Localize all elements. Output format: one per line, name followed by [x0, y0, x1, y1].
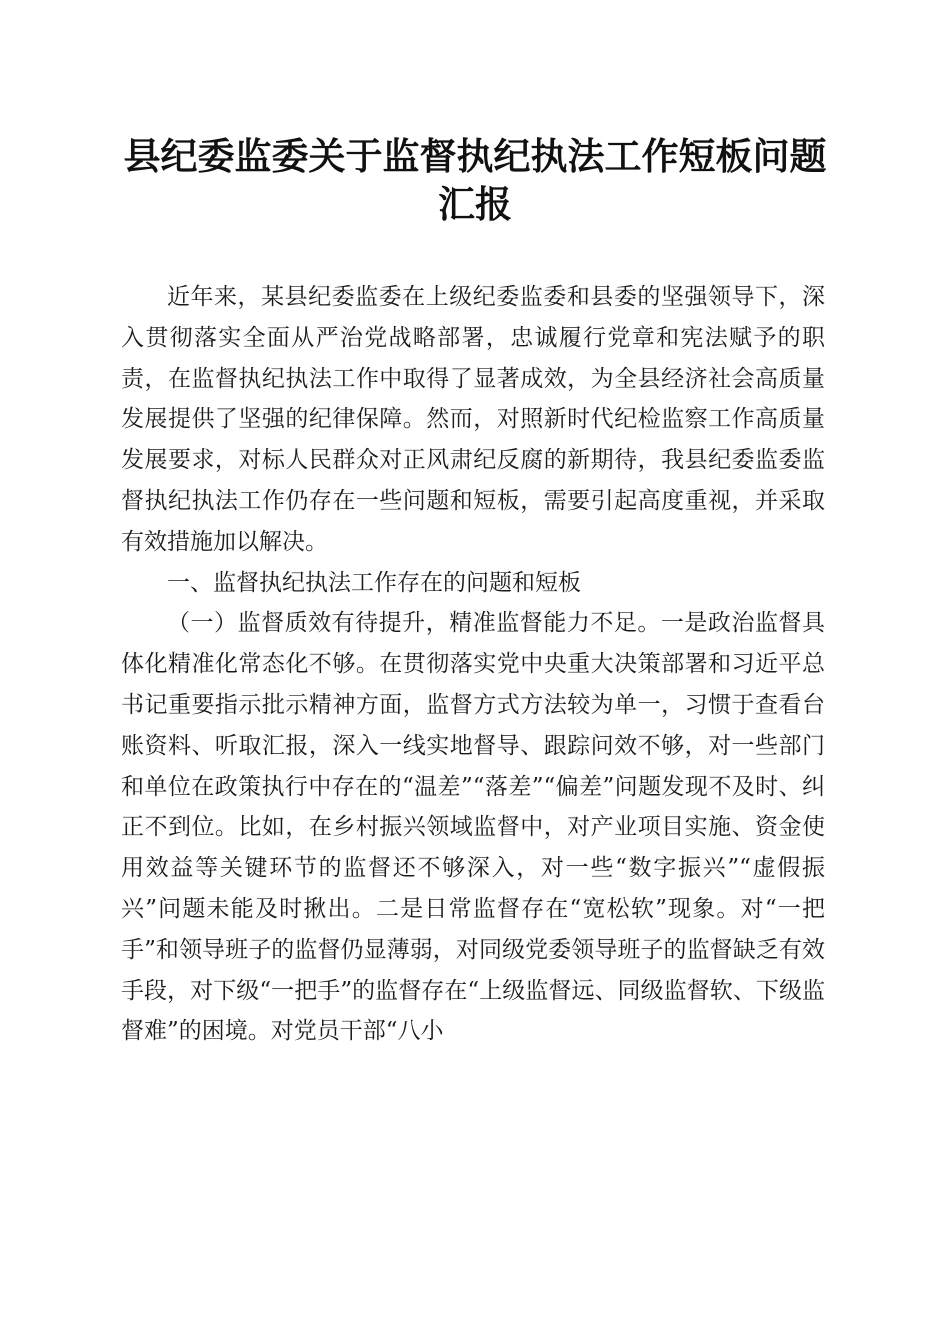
intro-paragraph: 近年来，某县纪委监委在上级纪委监委和县委的坚强领导下，深入贯彻落实全面从严治党战略部署，忠诚履行党章和宪法赋予的职责，在监督执纪执法工作中取得了显著成效，为全县经济社会高质量发展提供了坚强的纪律保障。然而，对照新时代纪检监察工作高质量发展要求，对标人民群众对正风肃纪反腐的新期待，我县纪委监委监督执纪执法工作仍存在一些问题和短板，需要引起高度重视，并采取有效措施加以解决。	[121, 284, 825, 555]
section-heading: 一、监督执纪执法工作存在的问题和短板	[167, 569, 581, 596]
subsection-heading: （一）监督质效有待提升，精准监督能力不足。	[167, 610, 661, 637]
document-body	[121, 277, 825, 1052]
subsection-body: 一是政治监督具体化精准化常态化不够。在贯彻落实党中央重大决策部署和习近平总书记重要指示批示精神方面，监督方式方法较为单一，习惯于查看台账资料、听取汇报，深入一线实地督导、跟踪问效不够，对一些部门和单位在政策执行中存在的“温差”“落差”“偏差”问题发现不及时、纠正不到位。比如，在乡村振兴领域监督中，对产业项目实施、资金使用效益等关键环节的监督还不够深入，对一些“数字振兴”“虚假振兴”问题未能及时揪出。二是日常监督存在“宽松软”现象。对“一把手”和领导班子的监督仍显薄弱，对同级党委领导班子的监督缺乏有效手段，对下级“一把手”的监督存在“上级监督远、同级监督软、下级监督难”的困境。对党员干部“八小	[121, 610, 826, 1045]
document-title: 县纪委监委关于监督执纪执法工作短板问题汇报	[123, 134, 827, 226]
subsection-paragraph	[121, 603, 825, 1052]
